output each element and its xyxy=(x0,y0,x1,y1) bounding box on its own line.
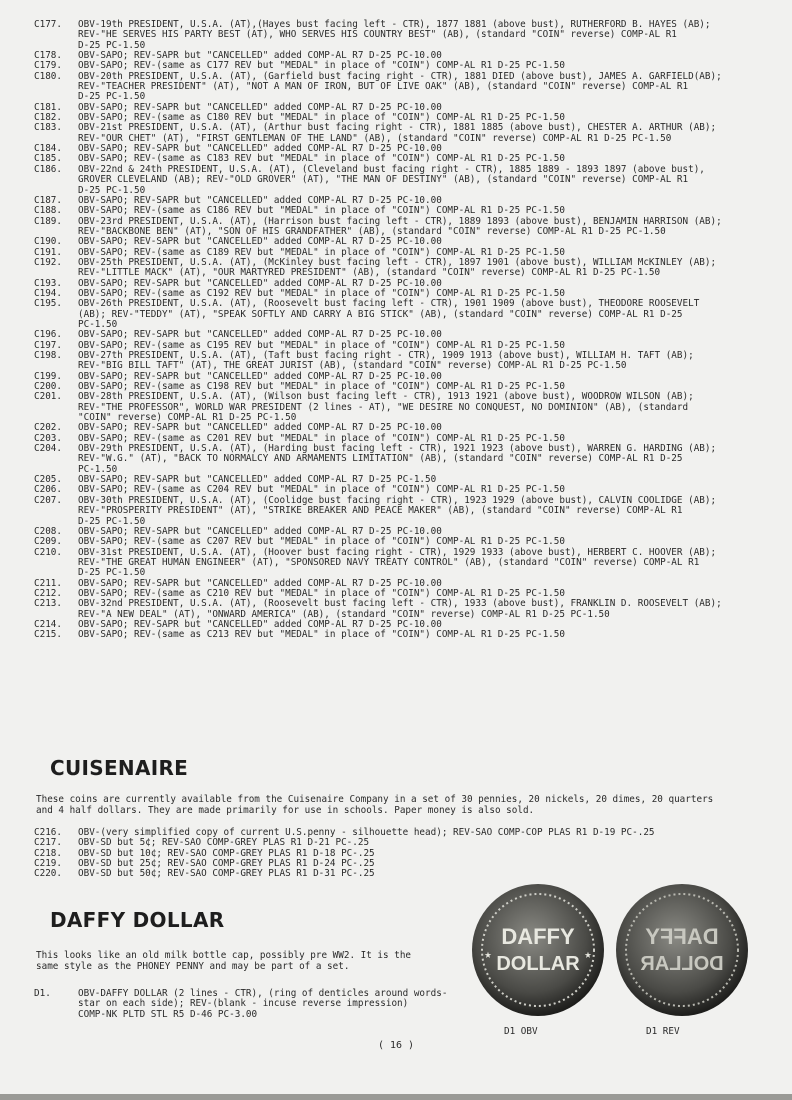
entry-description: OBV-23rd PRESIDENT, U.S.A. (AT), (Harrison bust facing left - CTR), 1889 1893 (above bust), BENJAMIN HARRISON (AB); REV-"BACKBONE BEN" (AT), "SON OF HIS GRANDFATHER" (AB), (standard "COIN" reverse) COMP-AL R1 D-25 PC-1.50 xyxy=(78,215,722,237)
star-icon: ★ xyxy=(584,947,592,961)
entry-description: OBV-SAPO; REV-SAPR but "CANCELLED" added COMP-AL R7 D-25 PC-10.00 xyxy=(78,277,442,289)
entry-description: OBV-SD but 25¢; REV-SAO COMP-GREY PLAS R1 D-24 PC-.25 xyxy=(78,858,375,870)
entry-number: C183. xyxy=(34,122,62,134)
entry-description: OBV-SAPO; REV-SAPR but "CANCELLED" added COMP-AL R7 D-25 PC-10.00 xyxy=(78,143,442,155)
entry-description: OBV-SAPO; REV-(same as C177 REV but "MEDAL" in place of "COIN") COMP-AL R1 D-25 PC-1.50 xyxy=(78,60,565,72)
catalog-entry xyxy=(34,989,454,1020)
entry-description: OBV-SD but 10¢; REV-SAO COMP-GREY PLAS R1 D-18 PC-.25 xyxy=(78,847,375,859)
entry-description: OBV-(very simplified copy of current U.S.penny - silhouette head); REV-SAO COMP-COP PLAS R1 D-19 PC-.25 xyxy=(78,827,655,838)
catalog-entry xyxy=(34,537,784,547)
entry-description: OBV-SAPO; REV-(same as C198 REV but "MEDAL" in place of "COIN") COMP-AL R1 D-25 PC-1.50 xyxy=(78,381,565,393)
entry-number: C184. xyxy=(34,143,62,155)
entry-description: OBV-SAPO; REV-SAPR but "CANCELLED" added COMP-AL R7 D-25 PC-10.00 xyxy=(78,618,442,630)
entry-number: C215. xyxy=(34,629,62,641)
entry-number: C204. xyxy=(34,443,62,455)
entry-description: OBV-31st PRESIDENT, U.S.A. (AT), (Hoover bust facing right - CTR), 1929 1933 (above bust), HERBERT C. HOOVER (AB); REV-"THE GREAT HUMAN ENGINEER" (AT), "SPONSORED NAVY TREATY CONTROL" (AB), (standard "COIN" reverse) COMP-AL R1 D-25 PC-1.50 xyxy=(78,546,717,579)
coin-photos xyxy=(460,880,760,1020)
entry-number: C194. xyxy=(34,287,62,299)
catalog-entry xyxy=(34,392,784,423)
daffy-dollar-entries-list xyxy=(34,989,454,1020)
entry-description: OBV-SAPO; REV-SAPR but "CANCELLED" added COMP-AL R7 D-25 PC-10.00 xyxy=(78,329,442,341)
catalog-entry xyxy=(34,299,784,330)
entry-number: C180. xyxy=(34,70,62,82)
catalog-entry xyxy=(34,444,784,475)
entry-description: OBV-SAPO; REV-(same as C189 REV but "MEDAL" in place of "COIN") COMP-AL R1 D-25 PC-1.50 xyxy=(78,246,565,258)
entry-number: C199. xyxy=(34,370,62,382)
cuisenaire-entries-list xyxy=(34,828,774,880)
entry-description: OBV-19th PRESIDENT, U.S.A. (AT),(Hayes bust facing left - CTR), 1877 1881 (above bust), RUTHERFORD B. HAYES (AB); REV-"HE SERVES HIS PARTY BEST (AT), WHO SERVES HIS COUNTRY BEST" (AB), (standard "COIN" reverse) COMP-AL R1 D-25 PC-1.50 xyxy=(78,19,711,51)
entry-number: C195. xyxy=(34,298,62,310)
entry-number: C219. xyxy=(34,858,62,870)
coin-reverse xyxy=(616,884,748,1016)
catalog-entry xyxy=(34,496,784,527)
entry-number: D1. xyxy=(34,988,51,999)
entry-number: C203. xyxy=(34,432,62,444)
coin-rev-caption: D1 REV xyxy=(646,1026,680,1037)
entry-number: C182. xyxy=(34,112,62,124)
entry-description: OBV-28th PRESIDENT, U.S.A. (AT), (Wilson bust facing left - CTR), 1913 1921 (above bust), WOODROW WILSON (AB); REV-"THE PROFESSOR", WORLD WAR PRESIDENT (2 lines - AT), "WE DESIRE NO CONQUEST, NO DOMINION" (AB), (standard "COIN" reverse) COMP-AL R1 D-25 PC-1.50 xyxy=(78,391,694,424)
entry-description: OBV-25th PRESIDENT, U.S.A. (AT), (McKinley bust facing left - CTR), 1897 1901 (above bust), WILLIAM McKINLEY (AB); REV-"LITTLE MACK" (AT), "OUR MARTYRED PRESIDENT" (AB), (standard "COIN" reverse) COMP-AL R1 D-25 PC-1.50 xyxy=(78,256,717,279)
catalog-entry xyxy=(34,869,774,879)
entry-description: OBV-SAPO; REV-(same as C207 REV but "MEDAL" in place of "COIN") COMP-AL R1 D-25 PC-1.50 xyxy=(78,536,565,548)
coin-obverse xyxy=(472,884,604,1016)
entry-number: C200. xyxy=(34,381,62,393)
entry-description: OBV-SAPO; REV-SAPR but "CANCELLED" added COMP-AL R7 D-25 PC-10.00 xyxy=(78,370,442,382)
entry-number: C181. xyxy=(34,101,62,113)
entry-number: C216. xyxy=(34,827,62,838)
entry-number: C213. xyxy=(34,598,62,610)
entry-number: C212. xyxy=(34,587,62,599)
entry-number: C202. xyxy=(34,422,62,434)
entry-description: OBV-22nd & 24th PRESIDENT, U.S.A. (AT), (Cleveland bust facing right - CTR), 1885 1889 - 1893 1897 (above bust), GROVER CLEVELAND (AB); REV-"OLD GROVER" (AT), "THE MAN OF DESTINY" (AB), (standard "COIN" reverse) COMP-AL R1 D-25 PC-1.50 xyxy=(78,163,705,196)
entry-number: C189. xyxy=(34,215,62,227)
entry-number: C188. xyxy=(34,205,62,217)
entry-number: C210. xyxy=(34,546,62,558)
catalog-entry xyxy=(34,599,784,620)
cuisenaire-heading: CUISENAIRE xyxy=(50,756,189,780)
catalog-entry xyxy=(34,548,784,579)
entry-description: OBV-SD but 50¢; REV-SAO COMP-GREY PLAS R1 D-31 PC-.25 xyxy=(78,868,375,880)
entry-number: C196. xyxy=(34,329,62,341)
entry-description: OBV-SAPO; REV-SAPR but "CANCELLED" added COMP-AL R7 D-25 PC-10.00 xyxy=(78,577,442,589)
catalog-entry xyxy=(34,258,784,279)
catalog-entry xyxy=(34,351,784,372)
entry-description: OBV-SAPO; REV-(same as C183 REV but "MEDAL" in place of "COIN") COMP-AL R1 D-25 PC-1.50 xyxy=(78,153,565,165)
entry-description: OBV-SAPO; REV-SAPR but "CANCELLED" added COMP-AL R7 D-25 PC-10.00 xyxy=(78,236,442,248)
entry-number: C198. xyxy=(34,350,62,361)
entry-description: OBV-SAPO; REV-SAPR but "CANCELLED" added COMP-AL R7 D-25 PC-10.00 xyxy=(78,194,442,206)
entry-number: C205. xyxy=(34,474,62,486)
entry-description: OBV-SAPO; REV-(same as C180 REV but "MEDAL" in place of "COIN") COMP-AL R1 D-25 PC-1.50 xyxy=(78,112,565,124)
coin-obv-caption: D1 OBV xyxy=(504,1026,538,1037)
coin-rev-line2: DOLLAR xyxy=(640,953,724,975)
catalog-entry xyxy=(34,237,784,247)
daffy-dollar-coin-images xyxy=(460,880,760,1040)
entry-description: OBV-27th PRESIDENT, U.S.A. (AT), (Taft bust facing right - CTR), 1909 1913 (above bust), WILLIAM H. TAFT (AB); REV-"BIG BILL TAFT" (AT), THE GREAT JURIST (AB), (standard "COIN" reverse) COMP-AL R1 D-25 PC-1.50 xyxy=(78,350,694,372)
entry-number: C190. xyxy=(34,236,62,248)
entry-description: OBV-SAPO; REV-(same as C201 REV but "MEDAL" in place of "COIN") COMP-AL R1 D-25 PC-1.50 xyxy=(78,432,565,444)
entry-description: OBV-SAPO; REV-SAPR but "CANCELLED" added COMP-AL R7 D-25 PC-10.00 xyxy=(78,50,442,62)
catalog-entry xyxy=(34,123,784,144)
entry-description: OBV-SAPO; REV-(same as C204 REV but "MEDAL" in place of "COIN") COMP-AL R1 D-25 PC-1.50 xyxy=(78,484,565,496)
star-icon: ★ xyxy=(484,947,492,961)
entry-number: C185. xyxy=(34,153,62,165)
catalog-entry xyxy=(34,206,784,216)
entry-number: C177. xyxy=(34,19,62,30)
entry-number: C214. xyxy=(34,618,62,630)
catalog-entry xyxy=(34,165,784,196)
coin-rev-line1: DAFFY xyxy=(645,924,719,949)
daffy-dollar-intro: This looks like an old milk bottle cap, possibly pre WW2. It is the same style as the PHONEY PENNY and may be part of a set. xyxy=(36,950,412,972)
entry-number: C207. xyxy=(34,494,62,506)
page-number: ( 16 ) xyxy=(377,1040,415,1051)
catalog-entry xyxy=(34,20,784,51)
entry-description: OBV-SAPO; REV-(same as C213 REV but "MEDAL" in place of "COIN") COMP-AL R1 D-25 PC-1.50 xyxy=(78,629,565,641)
coin-entries-list xyxy=(34,20,784,641)
entry-description: OBV-21st PRESIDENT, U.S.A. (AT), (Arthur bust facing right - CTR), 1881 1885 (above bust), CHESTER A. ARTHUR (AB); REV-"OUR CHET" (AT), "FIRST GENTLEMAN OF THE LAND" (AB), (standard "COIN" reverse) COMP-AL R1 D-25 PC-1.50 xyxy=(78,122,717,144)
entry-number: C178. xyxy=(34,50,62,62)
entry-number: C209. xyxy=(34,536,62,548)
entry-description: OBV-DAFFY DOLLAR (2 lines - CTR), (ring of denticles around words- star on each side); REV-(blank - incuse reverse impression) COMP-NK PLTD STL R5 D-46 PC-3.00 xyxy=(78,988,448,1020)
entry-description: OBV-30th PRESIDENT, U.S.A. (AT), (Coolidge bust facing right - CTR), 1923 1929 (above bust), CALVIN COOLIDGE (AB); REV-"PROSPERITY PRESIDENT" (AT), "STRIKE BREAKER AND PEACE MAKER" (AB), (standard "COIN" reverse) COMP-AL R1 D-25 PC-1.50 xyxy=(78,494,717,527)
entry-number: C179. xyxy=(34,60,62,72)
entry-number: C201. xyxy=(34,391,62,403)
entry-description: OBV-SAPO; REV-(same as C186 REV but "MEDAL" in place of "COIN") COMP-AL R1 D-25 PC-1.50 xyxy=(78,205,565,217)
scan-edge xyxy=(0,1094,792,1100)
entry-number: C217. xyxy=(34,837,62,849)
entry-description: OBV-SAPO; REV-SAPR but "CANCELLED" added COMP-AL R7 D-25 PC-10.00 xyxy=(78,101,442,113)
coin-obv-line2: DOLLAR xyxy=(496,953,580,975)
entry-number: C193. xyxy=(34,277,62,289)
catalog-entry xyxy=(34,72,784,103)
daffy-dollar-heading: DAFFY DOLLAR xyxy=(50,908,225,932)
entry-number: C208. xyxy=(34,525,62,537)
entry-description: OBV-SD but 5¢; REV-SAO COMP-GREY PLAS R1 D-21 PC-.25 xyxy=(78,837,370,849)
catalog-entry xyxy=(34,630,784,640)
entry-description: OBV-SAPO; REV-(same as C210 REV but "MEDAL" in place of "COIN") COMP-AL R1 D-25 PC-1.50 xyxy=(78,587,565,599)
entry-description: OBV-SAPO; REV-SAPR but "CANCELLED" added COMP-AL R7 D-25 PC-1.50 xyxy=(78,474,437,486)
entry-description: OBV-SAPO; REV-(same as C195 REV but "MEDAL" in place of "COIN") COMP-AL R1 D-25 PC-1.50 xyxy=(78,339,565,351)
entry-description: OBV-20th PRESIDENT, U.S.A. (AT), (Garfield bust facing right - CTR), 1881 DIED (above bust), JAMES A. GARFIELD(AB); REV-"TEACHER PRESIDENT" (AT), "NOT A MAN OF IRON, BUT OF LIVE OAK" (AB), (standard "COIN" reverse) COMP-AL R1 D-25 PC-1.50 xyxy=(78,70,722,103)
entry-number: C220. xyxy=(34,868,62,880)
entry-description: OBV-32nd PRESIDENT, U.S.A. (AT), (Roosevelt bust facing left - CTR), 1933 (above bust), FRANKLIN D. ROOSEVELT (AB); REV-"A NEW DEAL" (AT), "ONWARD AMERICA" (AB), (standard "COIN" reverse) COMP-AL R1 D-25 PC-1.50 xyxy=(78,598,722,620)
entry-number: C186. xyxy=(34,163,62,175)
catalog-entry xyxy=(34,217,784,238)
entry-description: OBV-SAPO; REV-SAPR but "CANCELLED" added COMP-AL R7 D-25 PC-10.00 xyxy=(78,422,442,434)
entry-description: OBV-26th PRESIDENT, U.S.A. (AT), (Roosevelt bust facing left - CTR), 1901 1909 (above bust), THEODORE ROOSEVELT (AB); REV-"TEDDY" (AT), "SPEAK SOFTLY AND CARRY A BIG STICK" (AB), (standard "COIN" reverse) COMP-AL R1 D-25 PC-1.50 xyxy=(78,298,700,330)
entry-number: C211. xyxy=(34,577,62,589)
entry-number: C192. xyxy=(34,256,62,268)
entry-number: C206. xyxy=(34,484,62,496)
coin-obv-line1: DAFFY xyxy=(501,924,575,949)
entry-number: C187. xyxy=(34,194,62,206)
entry-description: OBV-29th PRESIDENT, U.S.A. (AT), (Harding bust facing left - CTR), 1921 1923 (above bust), WARREN G. HARDING (AB); REV-"W.G." (AT), "BACK TO NORMALCY AND ARMAMENTS LIMITATION" (AB), (standard "COIN" reverse) COMP-AL R1 D-25 PC-1.50 xyxy=(78,443,717,475)
entry-number: C191. xyxy=(34,246,62,258)
cuisenaire-intro: These coins are currently available from the Cuisenaire Company in a set of 30 pennies, 20 nickels, 20 dimes, 20 quarters and 4 half dollars. They are made primarily for use in schools. Paper money is also sold. xyxy=(36,794,714,816)
entry-description: OBV-SAPO; REV-(same as C192 REV but "MEDAL" in place of "COIN") COMP-AL R1 D-25 PC-1.50 xyxy=(78,287,565,299)
entry-description: OBV-SAPO; REV-SAPR but "CANCELLED" added COMP-AL R7 D-25 PC-10.00 xyxy=(78,525,442,537)
entry-number: C197. xyxy=(34,339,62,351)
entry-number: C218. xyxy=(34,847,62,859)
